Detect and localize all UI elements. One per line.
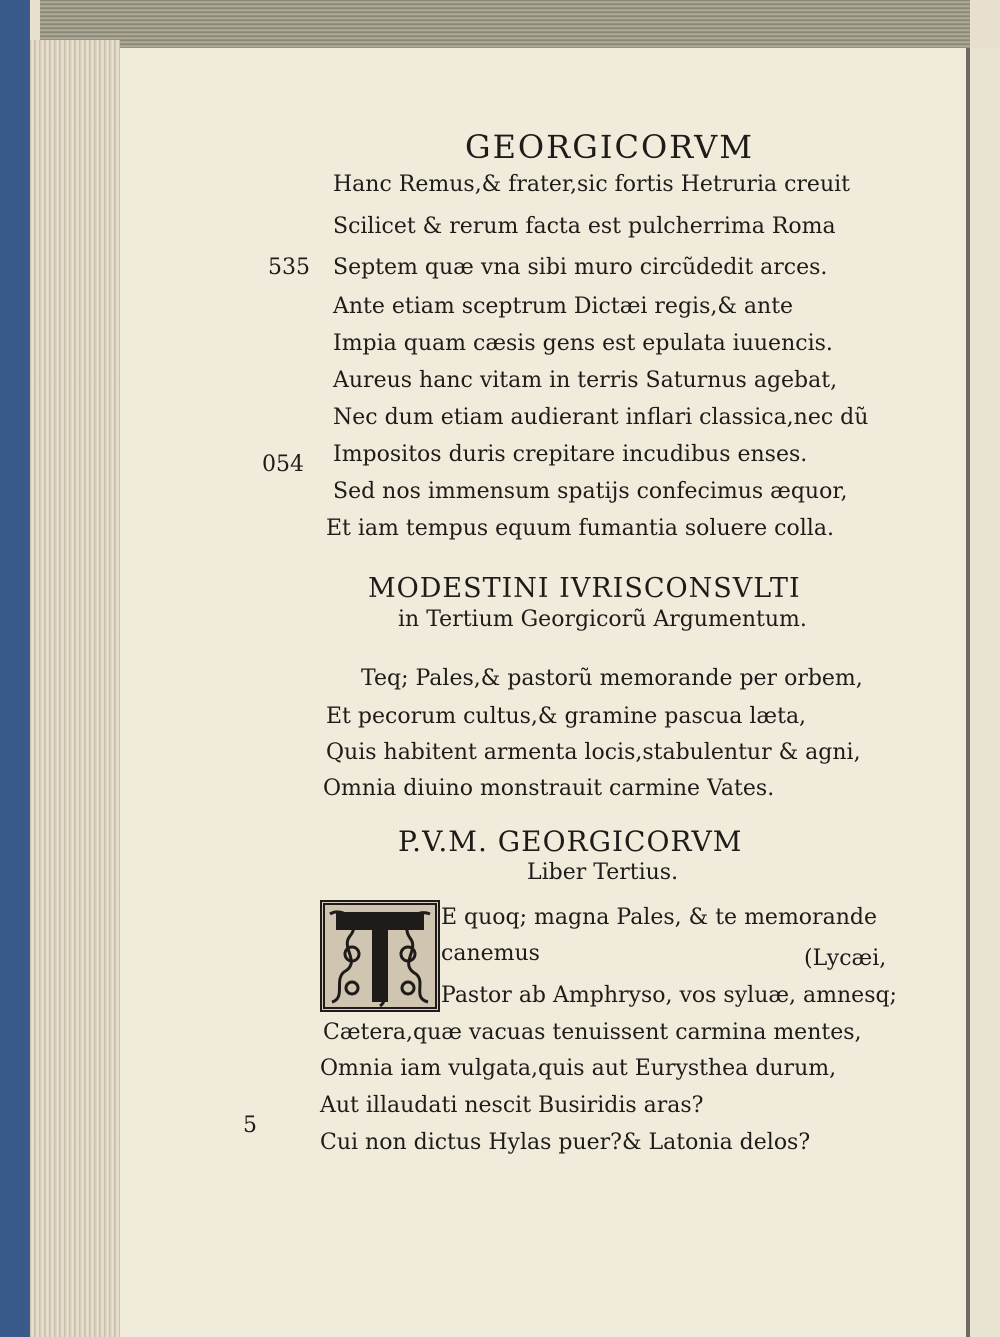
argument-title: MODESTINI IVRISCONSVLTI — [368, 573, 801, 604]
argument-verse: Quis habitent armenta locis,stabulentur & agni, — [326, 740, 861, 765]
verse-line: Scilicet & rerum facta est pulcherrima Roma — [333, 214, 836, 239]
line-number: 5 — [243, 1113, 257, 1138]
verse-line: Ante etiam sceptrum Dictæi regis,& ante — [333, 294, 794, 319]
verse-line: Impositos duris crepitare incudibus enses. — [333, 442, 808, 467]
verse-line: Septem quæ vna sibi muro circũdedit arces. — [333, 255, 828, 280]
decorated-initial-T-icon — [320, 900, 440, 1012]
book-verse: Aut illaudati nescit Busiridis aras? — [320, 1093, 704, 1118]
verse-line: Aureus hanc vitam in terris Saturnus agebat, — [333, 368, 838, 393]
book-subtitle: Liber Tertius. — [527, 860, 679, 885]
verse-line: Nec dum etiam audierant inflari classica,nec dũ — [333, 405, 869, 430]
argument-subtitle: in Tertium Georgicorũ Argumentum. — [398, 607, 807, 632]
verse-line: Sed nos immensum spatijs confecimus æquor, — [333, 479, 848, 504]
book-verse: (Lycæi, — [804, 946, 887, 971]
page-edges-top — [40, 0, 970, 48]
book-verse: E quoq; magna Pales, & te memorande — [441, 905, 877, 930]
line-number: 535 — [268, 255, 310, 280]
argument-verse: Omnia diuino monstrauit carmine Vates. — [323, 776, 775, 801]
book-verse: Cætera,quæ vacuas tenuissent carmina mentes, — [323, 1020, 862, 1045]
page-edges-left — [30, 40, 120, 1337]
book-verse: canemus — [441, 941, 540, 966]
verse-line: Impia quam cæsis gens est epulata iuuencis. — [333, 331, 833, 356]
verse-line: Hanc Remus,& frater,sic fortis Hetruria creuit — [333, 172, 850, 197]
line-number: 054 — [262, 452, 304, 477]
book-verse: Pastor ab Amphryso, vos syluæ, amnesq; — [441, 983, 897, 1008]
book-title: P.V.M. GEORGICORVM — [398, 825, 743, 858]
book-verse: Cui non dictus Hylas puer?& Latonia delos? — [320, 1130, 811, 1155]
running-header: GEORGICORVM — [465, 128, 754, 166]
verse-line: Et iam tempus equum fumantia soluere colla. — [326, 516, 834, 541]
argument-verse: Et pecorum cultus,& gramine pascua læta, — [326, 704, 807, 729]
argument-verse: Teq; Pales,& pastorũ memorande per orbem, — [361, 666, 863, 691]
facing-page — [970, 48, 1000, 1337]
book-verse: Omnia iam vulgata,quis aut Eurysthea durum, — [320, 1056, 837, 1081]
